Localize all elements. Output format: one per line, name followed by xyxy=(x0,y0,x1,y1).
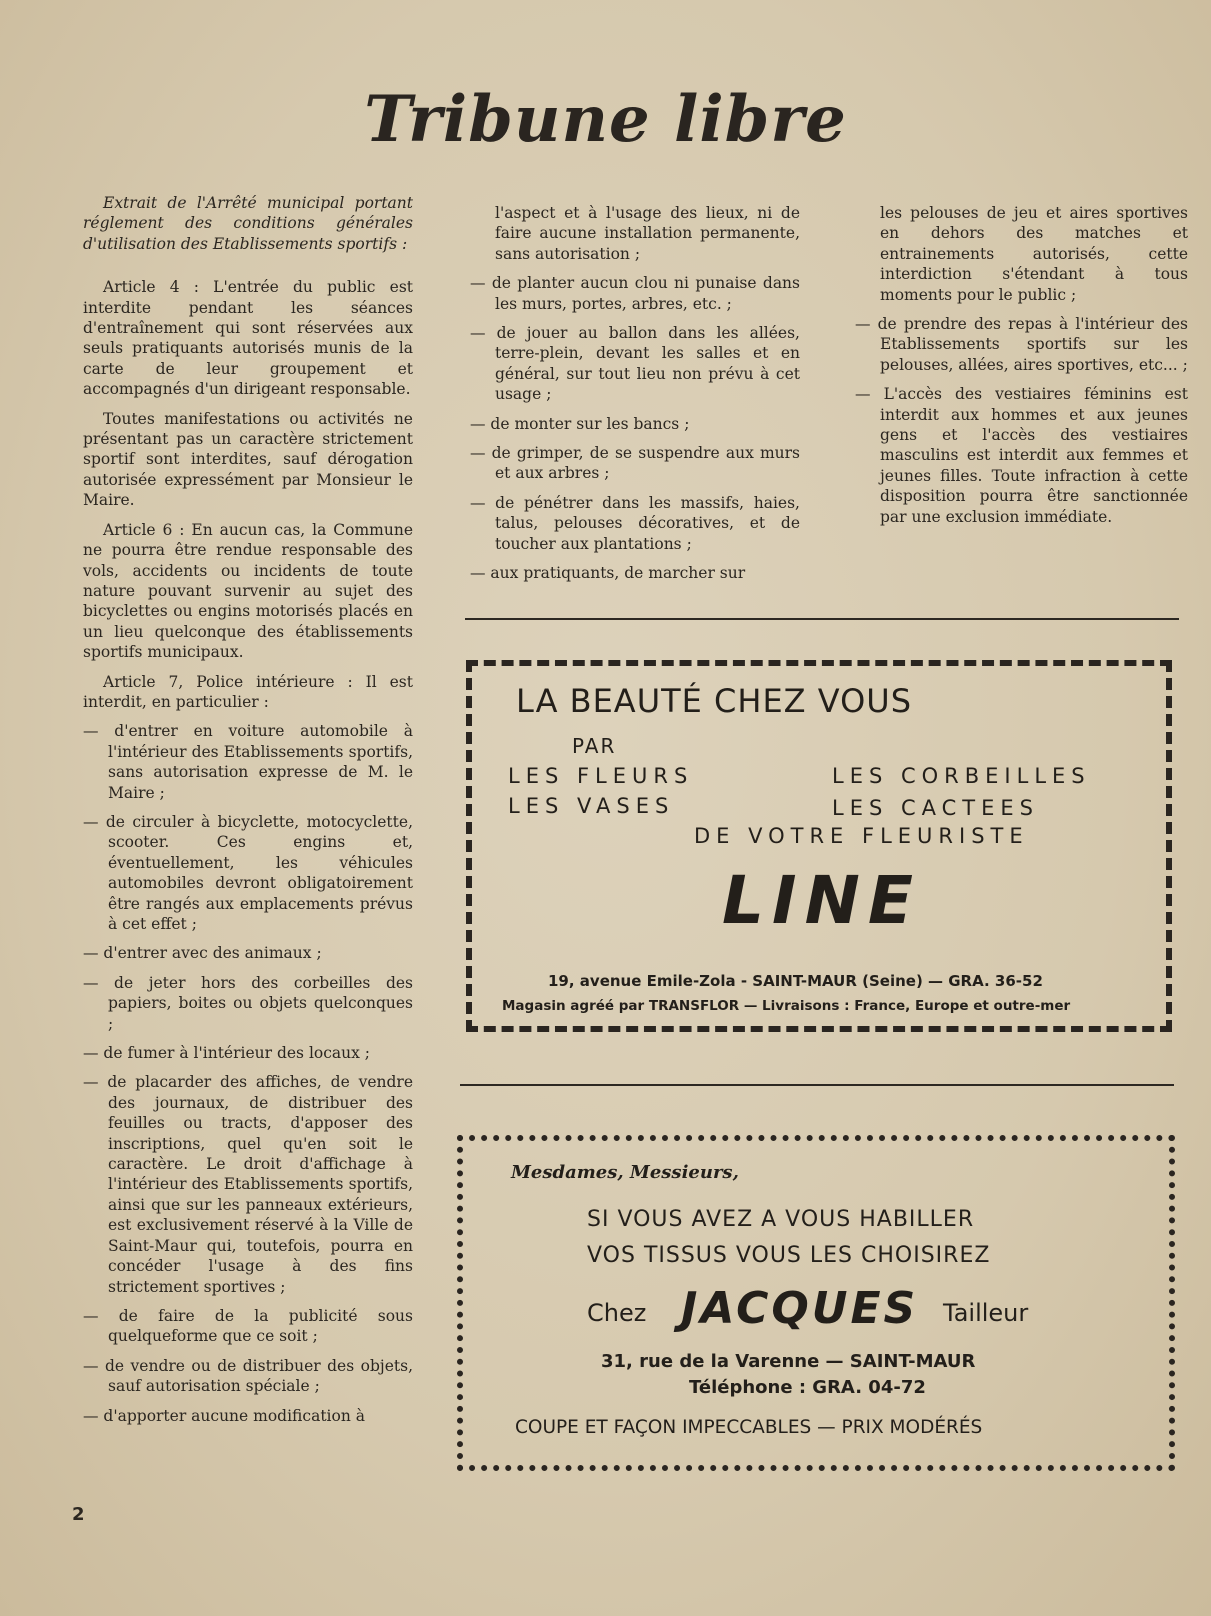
list-item: — de placarder des affiches, de vendre des journaux, de distribuer des feuilles ou tracts, d'apposer des inscriptions, quel qu'en soit le caractère. Le droit d'affichage à l'intérieur des Etablissements sportifs, ainsi que sur les panneaux extérieurs, est exclusivement réservé à la Ville de Saint-Maur qui, toutefois, pourra en concéder l'usage à des fins strictement sportives ; xyxy=(83,1073,413,1296)
manifestations-paragraph: Toutes manifestations ou activités ne présentant pas un caractère strictement sportif sont interdites, sauf dérogation autorisée expressément par Monsieur le Maire. xyxy=(83,409,413,510)
page-title: Tribune libre xyxy=(364,82,847,157)
list-item: — L'accès des vestiaires féminins est interdit aux hommes et aux jeunes gens et l'accès des vestiaires masculins est interdit aux femmes et jeunes filles. Toute infraction à cette disposition pourra être sanctionnée par une exclusion immédiate. xyxy=(855,385,1188,526)
page-number: 2 xyxy=(72,1504,85,1525)
ad-address: 31, rue de la Varenne — SAINT-MAUR xyxy=(601,1351,976,1372)
list-item: — de grimper, de se suspendre aux murs et aux arbres ; xyxy=(470,444,800,483)
list-item: — de jouer au ballon dans les allées, terre-plein, devant les salles et en général, sur tout lieu non prévu à cet usage ; xyxy=(470,324,800,404)
column-2 xyxy=(470,203,800,593)
ad-phone: Téléphone : GRA. 04-72 xyxy=(689,1377,926,1398)
ad-fleurs: LES FLEURS xyxy=(508,764,694,788)
list-item: — de circuler à bicyclette, motocyclette, scooter. Ces engins et, éventuellement, les véhicules automobiles devront obligatoirement être rangés aux emplacements prévus à cet effet ; xyxy=(83,812,413,933)
ad-chez: Chez xyxy=(587,1299,647,1327)
ad-line1: SI VOUS AVEZ A VOUS HABILLER xyxy=(587,1207,975,1232)
list-item: — d'entrer en voiture automobile à l'intérieur des Etablissements sportifs, sans autorisation expresse de M. le Maire ; xyxy=(83,722,413,802)
ad-address: 19, avenue Emile-Zola - SAINT-MAUR (Seine) — GRA. 36-52 xyxy=(548,972,1043,990)
ad-brand-line: LINE xyxy=(722,862,921,939)
continued-text: les pelouses de jeu et aires sportives en dehors des matches et entrainements autorisés, cette interdiction s'étendant à tous moments pour le public ; xyxy=(880,204,1188,304)
list-item: — de jeter hors des corbeilles des papiers, boites ou objets quelconques ; xyxy=(83,973,413,1033)
ad-greeting: Mesdames, Messieurs, xyxy=(511,1162,739,1183)
article-6: Article 6 : En aucun cas, la Commune ne pourra être rendue responsable des vols, accidents ou incidents de toute nature pouvant survenir au sujet des bicyclettes ou engins motorisés placés en un lieu quelconque des établissements sportifs municipaux. xyxy=(83,520,413,662)
ad-corbeilles: LES CORBEILLES xyxy=(832,764,1091,788)
list-item: — de vendre ou de distribuer des objets, sauf autorisation spéciale ; xyxy=(83,1356,413,1396)
ad-jacques-tailleur xyxy=(457,1135,1175,1471)
ad-headline: LA BEAUTÉ CHEZ VOUS xyxy=(516,682,913,720)
list-item: — de pénétrer dans les massifs, haies, talus, pelouses décoratives, et de toucher aux plantations ; xyxy=(470,493,800,553)
list-item: — aux pratiquants, de marcher sur xyxy=(470,564,746,583)
ad-tailleur: Tailleur xyxy=(943,1299,1029,1327)
list-item: — de fumer à l'intérieur des locaux ; xyxy=(83,1044,371,1063)
ad-fleuriste: DE VOTRE FLEURISTE xyxy=(694,824,1029,848)
list-item: — de planter aucun clou ni punaise dans les murs, portes, arbres, etc. ; xyxy=(470,274,800,313)
article-4: Article 4 : L'entrée du public est interdite pendant les séances d'entraînement qui sont réservées aux seuls pratiquants autorisés munis de la carte de leur groupement et accompagnés d'un dirigeant responsable. xyxy=(83,278,413,399)
list-item: — de prendre des repas à l'intérieur des Etablissements sportifs sur les pelouses, allées, aires sportives, etc... ; xyxy=(855,315,1188,374)
divider xyxy=(460,1084,1174,1086)
list-item: — de faire de la publicité sous quelqueforme que ce soit ; xyxy=(83,1306,413,1346)
ad-line2: VOS TISSUS VOUS LES CHOISIREZ xyxy=(587,1243,991,1268)
continued-text: l'aspect et à l'usage des lieux, ni de faire aucune installation permanente, sans autorisation ; xyxy=(495,204,800,263)
column-1 xyxy=(83,193,413,1435)
ad-cactees: LES CACTEES xyxy=(832,796,1039,820)
article-7: Article 7, Police intérieure : Il est interdit, en particulier : xyxy=(83,672,413,711)
ad-slogan: COUPE ET FAÇON IMPECCABLES — PRIX MODÉRÉS xyxy=(515,1417,983,1438)
list-item: — de monter sur les bancs ; xyxy=(470,414,690,433)
ad-par: PAR xyxy=(572,734,617,758)
ad-footer: Magasin agréé par TRANSFLOR — Livraisons : France, Europe et outre-mer xyxy=(502,998,1071,1014)
list-item: — d'entrer avec des animaux ; xyxy=(83,944,322,963)
ad-vases: LES VASES xyxy=(508,794,675,818)
list-item: — d'apporter aucune modification à xyxy=(83,1406,365,1425)
ad-line-fleuriste xyxy=(466,660,1172,1032)
divider xyxy=(465,618,1179,620)
ad-brand-jacques: JACQUES xyxy=(681,1283,919,1334)
intro-text: Extrait de l'Arrêté municipal portant réglement des conditions générales d'utilisation des Etablissements sportifs : xyxy=(83,194,413,253)
column-3 xyxy=(855,203,1188,536)
